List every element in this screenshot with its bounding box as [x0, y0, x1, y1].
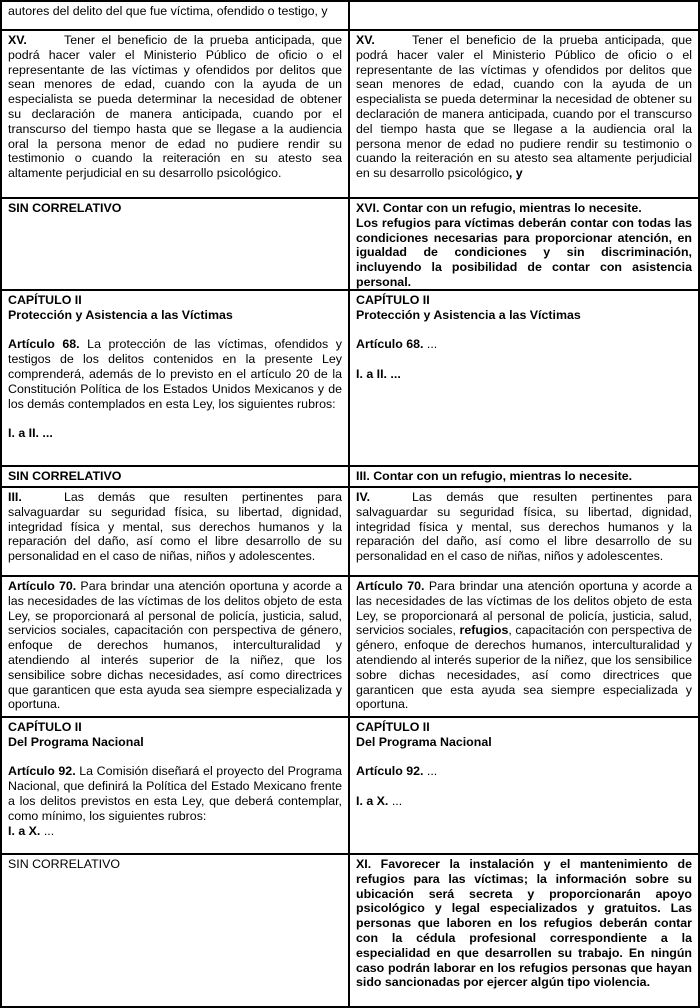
cell-left-row-2 [2, 31, 350, 197]
cell-right-row-6 [350, 488, 698, 575]
table-row-3 [2, 199, 698, 291]
text-run: Artículo 92. [356, 764, 424, 779]
paragraph [356, 469, 692, 484]
table-row-6 [2, 488, 698, 577]
paragraph [356, 367, 692, 382]
cell-left-row-9 [2, 855, 350, 1006]
text-run: CAPÍTULO II [356, 293, 430, 307]
text-run: Las demás que resulten pertinentes para salvaguardar su seguridad física, su libertad, dignidad, integridad física y mental, sus derechos humanos y la reparación del daño, así como el libre desarrollo de su personalidad en el caso de niñas, niños y adolescentes. [356, 490, 692, 564]
paragraph [356, 490, 692, 564]
text-run: Los refugios para víctimas deberán contar con todas las condiciones necesarias para proporcionar atención, en igualdad de condiciones y sin discriminación, incluyendo la posibilidad de contar con asistencia personal. [356, 215, 692, 289]
text-run: SIN CORRELATIVO [8, 857, 120, 871]
paragraph [8, 490, 342, 564]
paragraph [356, 794, 692, 809]
text-run: Las demás que resulten pertinentes para salvaguardar su seguridad física, su libertad, dignidad, integridad física y mental, sus derechos humanos y la reparación del daño, así como el libre desarrollo de su personalidad en el caso de niñas, niños y adolescentes. [8, 490, 342, 564]
cell-left-row-3 [2, 199, 350, 289]
paragraph [356, 857, 692, 990]
cell-right-row-9 [350, 855, 698, 1006]
table-row-7 [2, 577, 698, 718]
text-run: Artículo 70. [8, 579, 77, 593]
text-run: CAPÍTULO II [8, 293, 82, 307]
text-run: ... [423, 337, 438, 352]
text-run: Tener el beneficio de la prueba anticipada, que podrá hacer valer el Ministerio Público de oficio o el representante de las víctimas y ofendidos por delitos que sean menores de edad, cuando con la ayuda de un especialista se pueda determinar la necesidad de obtener su declaración de manera anticipada, cuando por el transcurso del tiempo hasta que se llegase a la audiencia oral la persona menor de edad no pudiere rendir su testimonio o cuando la reiteración en su atesto sea altamente perjudicial en su desarrollo psicológico [356, 33, 692, 181]
text-run: Artículo 68. [356, 337, 424, 352]
text-run: ... [40, 823, 55, 838]
text-run: refugios [459, 623, 509, 638]
text-run: ... [423, 764, 438, 779]
paragraph [8, 4, 342, 19]
text-run: Protección y Asistencia a las Víctimas [356, 307, 581, 322]
text-run: XVI. Contar con un refugio, mientras lo necesite. [356, 201, 642, 215]
cell-right-row-1 [350, 2, 698, 29]
text-run: Tener el beneficio de la prueba anticipada, que podrá hacer valer el Ministerio Público de oficio o el representante de las víctimas y ofendidos por delitos que sean menores de edad, cuando con la ayuda de un especialista se pueda determinar la necesidad de obtener su declaración de manera anticipada, cuando por el transcurso del tiempo hasta que se llegase a la audiencia oral la persona menor de edad no pudiere rendir su testimonio o cuando la reiteración en su atesto sea altamente perjudicial en su desarrollo psicológico. [8, 33, 342, 181]
paragraph [356, 579, 692, 712]
paragraph [8, 293, 342, 323]
text-run: Artículo 70. [356, 579, 425, 593]
cell-right-row-8 [350, 718, 698, 853]
cell-left-row-5 [2, 467, 350, 486]
paragraph [356, 293, 692, 323]
table-row-8 [2, 718, 698, 855]
table-row-4 [2, 291, 698, 467]
blank-line [8, 750, 342, 765]
table-row-9 [2, 855, 698, 1006]
text-run: III. Contar con un refugio, mientras lo necesite. [356, 469, 633, 483]
text-run: CAPÍTULO II [356, 720, 430, 734]
paragraph [356, 33, 692, 181]
cell-right-row-5 [350, 467, 698, 486]
text-run: autores del delito del que fue víctima, ofendido o testigo, y [8, 4, 328, 18]
paragraph [8, 469, 342, 484]
paragraph [356, 764, 692, 779]
paragraph [356, 201, 692, 289]
fraction-number: XV. [8, 33, 27, 47]
text-run: I. a II. ... [8, 426, 53, 441]
text-run: Del Programa Nacional [8, 734, 144, 749]
cell-left-row-4 [2, 291, 350, 465]
cell-right-row-7 [350, 577, 698, 716]
blank-line [8, 323, 342, 338]
cell-left-row-6 [2, 488, 350, 575]
text-run: Para brindar una atención oportuna y acorde a las necesidades de las víctimas de los delitos objeto de esta Ley, se proporcionará al personal de policía, justicia, salud, servicios sociales, [356, 579, 692, 638]
paragraph [356, 337, 692, 352]
text-run: La Comisión diseñará el proyecto del Programa Nacional, que definirá la Política del Estado Mexicano frente a los delitos previstos en esta Ley, que deberá contemplar, como mínimo, los siguientes rubros: [8, 764, 342, 823]
text-run: Protección y Asistencia a las Víctimas [8, 307, 233, 322]
text-run: , capacitación con perspectiva de género, enfoque de derechos humanos, interculturalidad y atendiendo al interés superior de la niñez, que los sensibilice sobre dichas necesidades, así como directrices que garanticen que esta ayuda sea siempre especializada y oportuna. [356, 623, 693, 712]
text-run: Para brindar una atención oportuna y acorde a las necesidades de las víctimas de los delitos objeto de esta Ley, se proporcionará al personal de policía, justicia, salud, servicios sociales, capacitación con perspectiva de género, enfoque de derechos humanos, interculturalidad y atendiendo al interés superior de la niñez, que los sensibilice sobre dichas necesidades, así como directrices que garanticen que esta ayuda sea siempre especializada y oportuna. [8, 579, 342, 712]
text-run: Artículo 92. [8, 764, 76, 779]
paragraph [8, 764, 342, 838]
text-run: I. a X. [8, 823, 41, 838]
paragraph [8, 857, 342, 872]
blank-line [8, 411, 342, 426]
text-run: SIN CORRELATIVO [8, 469, 122, 483]
table-row-2 [2, 31, 698, 199]
paragraph [356, 720, 692, 750]
text-run: , y [508, 166, 523, 181]
text-run: ... [388, 793, 403, 808]
text-run: Del Programa Nacional [356, 734, 492, 749]
cell-left-row-1 [2, 2, 350, 29]
paragraph [8, 201, 342, 216]
table-row-1 [2, 2, 698, 31]
fraction-number: XV. [356, 33, 375, 47]
text-run: I. a X. [356, 793, 389, 808]
cell-right-row-4 [350, 291, 698, 465]
text-run: La protección de las víctimas, ofendidos y testigos de los delitos contenidos en la presente Ley comprenderá, además de lo previsto en el artículo 20 de la Constitución Política de los Estados Unidos Mexicanos y de los demás contemplados en esta Ley, los siguientes rubros: [8, 337, 342, 411]
text-run: CAPÍTULO II [8, 720, 82, 734]
cell-right-row-3 [350, 199, 698, 289]
text-run: XI. Favorecer la instalación y el mantenimiento de refugios para las víctimas; la información sobre su ubicación será secreta y proporcionarán apoyo psicológico y legal especializados y gratuitos. Las personas que laboren en los refugios deberán contar con la cédula profesional correspondiente a la especialidad en que desarrollen su trabajo. En ningún caso podrán laborar en los refugios personas que hayan sido sancionadas por ejercer algún tipo violencia. [356, 857, 692, 990]
paragraph [8, 579, 342, 712]
blank-line [356, 750, 692, 765]
cell-right-row-2 [350, 31, 698, 197]
blank-line [356, 352, 692, 367]
paragraph [8, 720, 342, 750]
blank-line [356, 779, 692, 794]
paragraph [8, 33, 342, 181]
text-run: I. a II. ... [356, 366, 401, 381]
cell-left-row-7 [2, 577, 350, 716]
text-run: Artículo 68. [8, 337, 80, 352]
blank-line [356, 323, 692, 338]
paragraph [8, 426, 342, 441]
paragraph [8, 337, 342, 411]
fraction-number: IV. [356, 490, 371, 504]
table-row-5 [2, 467, 698, 488]
cell-left-row-8 [2, 718, 350, 853]
fraction-number: III. [8, 490, 22, 504]
text-run: SIN CORRELATIVO [8, 201, 122, 215]
